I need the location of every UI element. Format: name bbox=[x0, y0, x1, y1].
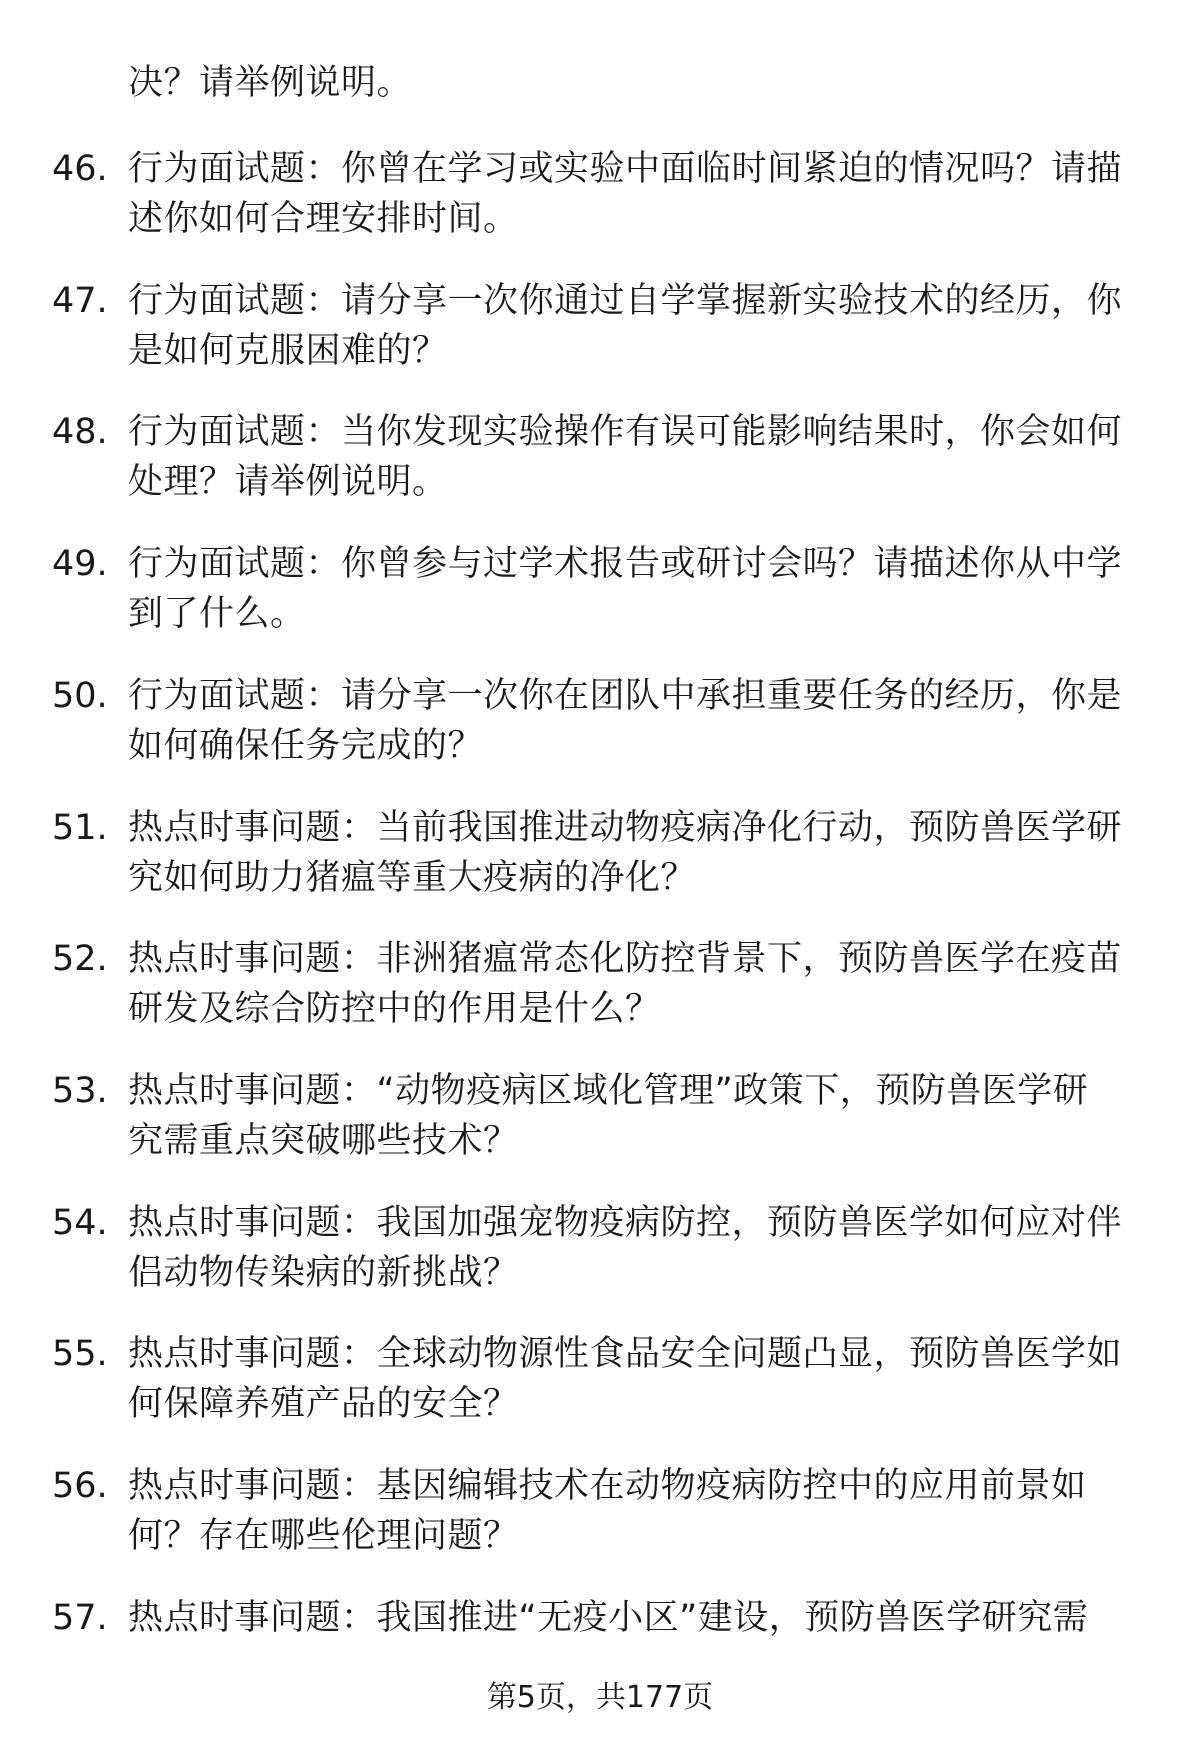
question-number: 47. bbox=[52, 280, 108, 321]
question-number: 48. bbox=[52, 412, 108, 453]
question-number: 53. bbox=[52, 1070, 108, 1111]
question-text-line: 热点时事问题：非洲猪瘟常态化防控背景下，预防兽医学在疫苗 bbox=[128, 939, 1123, 980]
question-item bbox=[0, 539, 1200, 649]
question-number: 49. bbox=[52, 544, 108, 585]
question-number: 46. bbox=[52, 149, 108, 189]
question-item bbox=[0, 803, 1200, 913]
question-number: 54. bbox=[52, 1202, 108, 1243]
question-number: 57. bbox=[52, 1597, 108, 1638]
question-text-line: 述你如何合理安排时间。 bbox=[128, 199, 519, 239]
question-number: 52. bbox=[52, 939, 108, 980]
question-text-line: 热点时事问题：我国推进“无疫小区”建设，预防兽医学研究需 bbox=[128, 1597, 1089, 1638]
question-text-line: 处理？请举例说明。 bbox=[128, 462, 448, 503]
question-text-line: 究需重点突破哪些技术？ bbox=[128, 1120, 519, 1161]
question-text-line: 热点时事问题：“动物疫病区域化管理”政策下，预防兽医学研 bbox=[128, 1070, 1089, 1111]
question-text-line: 是如何克服困难的？ bbox=[128, 330, 448, 371]
question-item bbox=[0, 1066, 1200, 1176]
question-text-line: 行为面试题：请分享一次你通过自学掌握新实验技术的经历，你 bbox=[128, 280, 1123, 321]
question-text-line: 行为面试题：你曾在学习或实验中面临时间紧迫的情况吗？请描 bbox=[128, 149, 1123, 189]
question-text-line: 何保障养殖产品的安全？ bbox=[128, 1384, 519, 1425]
question-text-line: 热点时事问题：当前我国推进动物疫病净化行动，预防兽医学研 bbox=[128, 807, 1123, 848]
question-number: 50. bbox=[52, 675, 108, 716]
question-item bbox=[0, 144, 1200, 254]
question-text-line: 侣动物传染病的新挑战？ bbox=[128, 1252, 519, 1293]
question-text-line: 行为面试题：当你发现实验操作有误可能影响结果时，你会如何 bbox=[128, 412, 1123, 453]
page-footer: 第5页，共177页 bbox=[486, 1680, 714, 1715]
question-text-line: 到了什么。 bbox=[128, 594, 306, 635]
question-item bbox=[0, 934, 1200, 1044]
question-item bbox=[0, 671, 1200, 781]
question-item bbox=[0, 1198, 1200, 1308]
question-text-line: 行为面试题：你曾参与过学术报告或研讨会吗？请描述你从中学 bbox=[128, 544, 1123, 585]
question-text-line: 热点时事问题：全球动物源性食品安全问题凸显，预防兽医学如 bbox=[128, 1334, 1123, 1375]
question-item bbox=[0, 276, 1200, 386]
question-text-line: 究如何助力猪瘟等重大疫病的净化？ bbox=[128, 857, 697, 898]
question-item bbox=[0, 1329, 1200, 1439]
question-text-line: 研发及综合防控中的作用是什么？ bbox=[128, 989, 661, 1030]
question-text-line: 何？存在哪些伦理问题？ bbox=[128, 1516, 519, 1556]
question-text-line: 行为面试题：请分享一次你在团队中承担重要任务的经历，你是 bbox=[128, 675, 1123, 716]
question-number: 56. bbox=[52, 1466, 108, 1506]
question-text-line: 热点时事问题：基因编辑技术在动物疫病防控中的应用前景如 bbox=[128, 1466, 1087, 1506]
question-item bbox=[0, 1461, 1200, 1571]
continuation-text: 决？请举例说明。 bbox=[128, 63, 413, 103]
question-text-line: 热点时事问题：我国加强宠物疫病防控，预防兽医学如何应对伴 bbox=[128, 1202, 1123, 1243]
question-item bbox=[0, 407, 1200, 517]
question-text-line: 如何确保任务完成的？ bbox=[128, 725, 484, 766]
question-number: 51. bbox=[52, 807, 108, 848]
question-number: 55. bbox=[52, 1334, 108, 1375]
